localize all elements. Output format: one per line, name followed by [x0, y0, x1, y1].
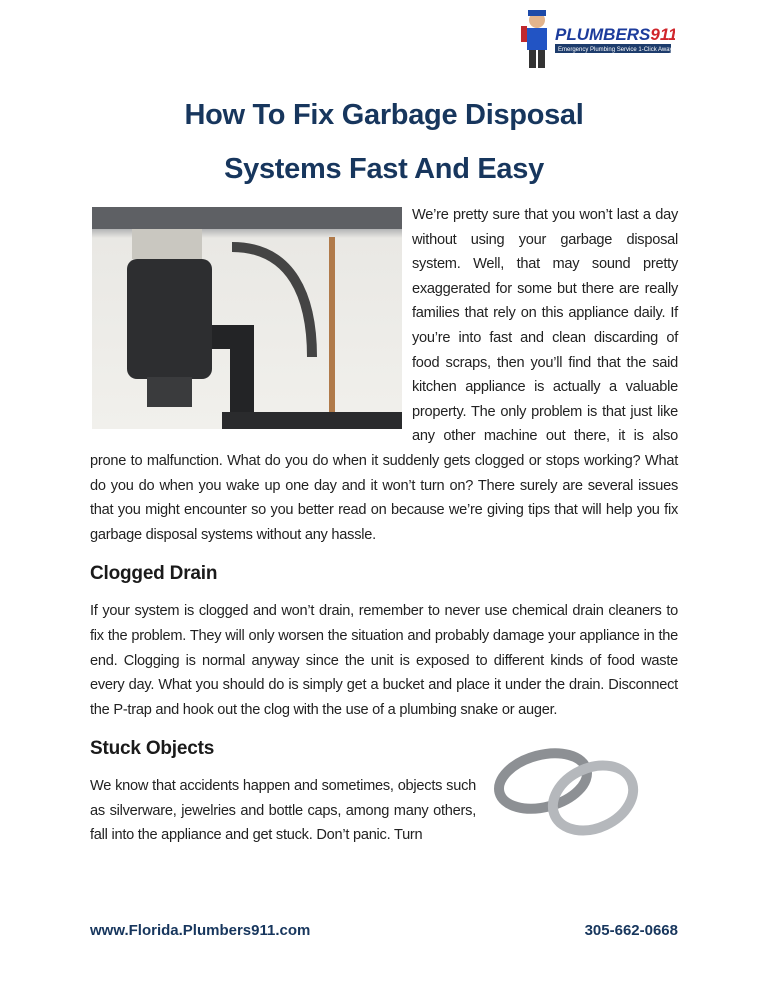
- article-body: [90, 203, 678, 860]
- intro-paragraph: We’re pretty sure that you won’t last a day without using your garbage disposal system. Well, that may sound pretty exaggerated for some but there are really families that rely on this appliance daily. If you’re into fast and clean discarding of food scraps, then you’ll find that the said kitchen appliance is actually a valuable property. The only problem is that just like any other machine out there, it is also prone to malfunction. What do you do when it suddenly gets clogged or stops working? What do you do when you wake up one day and it won’t turn on? There surely are several issues that you might encounter so you better read on because we’re giving tips that will help you fix garbage disposal systems without any hassle.: [90, 207, 678, 543]
- garbage-disposal-photo: [92, 207, 402, 429]
- footer: [90, 922, 678, 939]
- title-line-1: How To Fix Garbage Disposal: [184, 99, 584, 131]
- website-link[interactable]: www.Florida.Plumbers911.com: [90, 922, 311, 939]
- section-heading-stuck-objects: Stuck Objects: [90, 738, 215, 760]
- page-title: [0, 88, 768, 196]
- stuck-objects-paragraph: We know that accidents happen and sometimes, objects such as silverware, jewelries and bottle caps, among many others, fall into the appliance and get stuck. Don’t panic. Turn: [90, 778, 476, 844]
- svg-text:PLUMBERS911: PLUMBERS911: [555, 25, 675, 44]
- rings-photo: [488, 736, 648, 846]
- svg-text:Emergency Plumbing Service 1-C: Emergency Plumbing Service 1-Click Away: [558, 47, 673, 53]
- clogged-drain-paragraph: If your system is clogged and won’t drain, remember to never use chemical drain cleaners to fix the problem. They will only worsen the situation and probably damage your appliance in the end. Clogging is normal anyway since the unit is exposed to different kinds of food waste every day. What you should do is simply get a bucket and place it under the drain. Disconnect the P-trap and hook out the clog with the use of a plumbing snake or auger.: [90, 603, 678, 718]
- plumbers911-logo: [515, 6, 675, 72]
- section-heading-clogged-drain: Clogged Drain: [90, 563, 218, 585]
- title-line-2: Systems Fast And Easy: [224, 153, 544, 185]
- phone-number[interactable]: 305-662-0668: [584, 922, 678, 939]
